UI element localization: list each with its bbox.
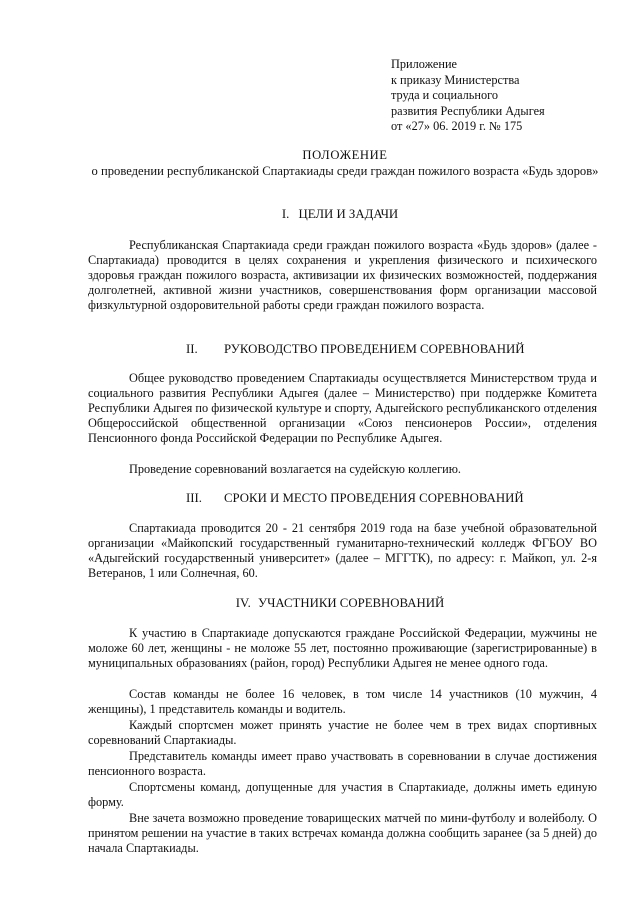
document-title — [90, 147, 600, 179]
paragraph: Вне зачета возможно проведение товарищеских матчей по мини-футболу и волейболу. О принятом решении на участие в таких встречах команда должна сообщить заранее (за 5 дней) до начала Спартакиады. — [88, 811, 597, 856]
section-title: УЧАСТНИКИ СОРЕВНОВАНИЙ — [258, 596, 445, 610]
document-title-subheading: о проведении республиканской Спартакиады среди граждан пожилого возраста «Будь здоров» — [91, 164, 599, 178]
section-title: ЦЕЛИ И ЗАДАЧИ — [298, 207, 399, 221]
paragraph: Каждый спортсмен может принять участие не более чем в трех видах спортивных соревнований Спартакиады. — [88, 718, 597, 748]
paragraph: Состав команды не более 16 человек, в том числе 14 участников (10 мужчин, 4 женщины), 1 представитель команды и водитель. — [88, 687, 597, 717]
paragraph: Общее руководство проведением Спартакиады осуществляется Министерством труда и социального развития Республики Адыгея (далее – Министерство) при поддержке Комитета Республики Адыгея по физической культуре и спорту, Адыгейского республиканского отделения Общероссийской общественной организации «Союз пенсионеров России», отделения Пенсионного фонда Российской Федерации по Республике Адыгея. — [88, 371, 597, 446]
paragraph: К участию в Спартакиаде допускаются граждане Российской Федерации, мужчины не моложе 60 лет, женщины - не моложе 55 лет, постоянно проживающие (зарегистрированные) в муниципальных образованиях (район, город) Республики Адыгея не менее одного года. — [88, 626, 597, 671]
appendix-line: от «27» 06. 2019 г. № 175 — [391, 119, 523, 134]
section-number: III. — [186, 491, 202, 505]
appendix-line: труда и социального — [391, 88, 499, 103]
appendix-line: Приложение — [391, 57, 457, 71]
section-title: РУКОВОДСТВО ПРОВЕДЕНИЕМ СОРЕВНОВАНИЙ — [224, 342, 525, 356]
section-number: I. — [281, 207, 290, 221]
section-heading-4 — [60, 595, 620, 611]
section-heading-1 — [60, 206, 620, 222]
section-number: II. — [186, 342, 198, 356]
paragraph: Представитель команды имеет право участвовать в соревновании в случае достижения пенсионного возраста. — [88, 749, 597, 779]
section-title: СРОКИ И МЕСТО ПРОВЕДЕНИЯ СОРЕВНОВАНИЙ — [224, 491, 524, 505]
section-number: IV. — [235, 596, 251, 610]
paragraph: Спортсмены команд, допущенные для участия в Спартакиаде, должны иметь единую форму. — [88, 780, 597, 810]
paragraph: Проведение соревнований возлагается на судейскую коллегию. — [129, 462, 461, 476]
appendix-line: к приказу Министерства — [391, 72, 520, 87]
paragraph: Республиканская Спартакиада среди граждан пожилого возраста «Будь здоров» (далее - Спартакиада) проводится в целях сохранения и укрепления физического и психического здоровья граждан пожилого возраста, активизации их физических возможностей, поддержания долголетней, активной жизни участников, совершенствования форм организации массовой физкультурной оздоровительной работы среди граждан пожилого возраста. — [88, 238, 597, 313]
document-title-heading: ПОЛОЖЕНИЕ — [302, 148, 388, 162]
appendix-line: развития Республики Адыгея — [391, 103, 545, 118]
appendix-block — [391, 57, 611, 135]
paragraph: Спартакиада проводится 20 - 21 сентября 2019 года на базе учебной образовательной организации «Майкопский государственный гуманитарно-технический колледж ФГБОУ ВО «Адыгейский государственный университет» (далее – МГГТК), по адресу: г. Майкоп, ул. 2-я Ветеранов, 1 или Солнечная, 60. — [88, 521, 597, 581]
